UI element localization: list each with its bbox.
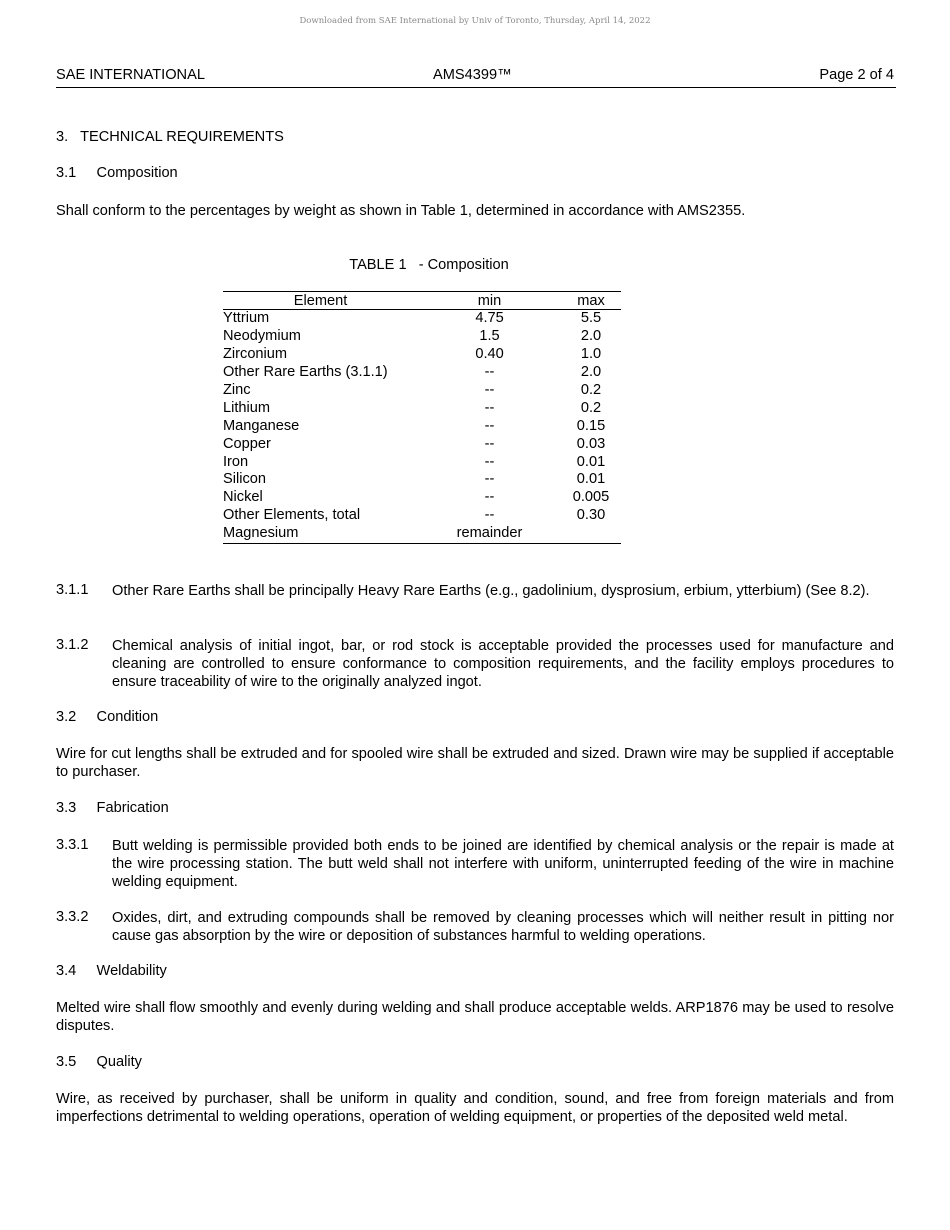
- element-cell: Neodymium: [223, 328, 301, 345]
- table-row: [223, 489, 621, 507]
- element-cell: Nickel: [223, 489, 263, 506]
- section-3-3-heading: 3.3 Fabrication: [56, 800, 169, 816]
- max-cell: 0.01: [576, 453, 606, 470]
- max-cell: 0.15: [576, 417, 606, 434]
- table-row: [223, 417, 621, 435]
- page-header: [56, 67, 896, 88]
- subsection-number: 3.3.2: [56, 909, 89, 925]
- max-cell: 1.0: [580, 346, 602, 363]
- table-header-row: [223, 292, 621, 310]
- table-row: [223, 471, 621, 489]
- max-cell: 2.0: [580, 364, 602, 381]
- table-row: [223, 310, 621, 328]
- element-cell: Silicon: [223, 471, 266, 488]
- table-row: [223, 525, 621, 543]
- section-3-heading: 3. TECHNICAL REQUIREMENTS: [56, 129, 284, 145]
- table-row: [223, 453, 621, 471]
- section-3-2-heading: 3.2 Condition: [56, 709, 159, 725]
- subsection-text: Chemical analysis of initial ingot, bar, or rod stock is acceptable provided the processes used for manufacture and cleaning are controlled to ensure conformance to composition requirements, and the facility employs procedures to ensure traceability of wire to the originally analyzed ingot.: [112, 638, 894, 690]
- element-cell: Other Elements, total: [223, 507, 361, 524]
- table-row: [223, 399, 621, 417]
- column-header-element: Element: [223, 292, 418, 310]
- subsection-text: Butt welding is permissible provided both ends to be joined are identified by chemical analysis or the repair is made at the wire processing station. The butt weld shall not interfere with uniform, uninterrupted feeding of the wire in machine welding equipment.: [112, 838, 894, 890]
- table-row: [223, 364, 621, 382]
- max-cell: 5.5: [580, 310, 602, 327]
- max-cell: 0.2: [580, 399, 602, 416]
- element-cell: Manganese: [223, 417, 300, 434]
- section-3-5-heading: 3.5 Quality: [56, 1054, 142, 1070]
- section-3-4-heading: 3.4 Weldability: [56, 963, 167, 979]
- table-1-caption: TABLE 1 - Composition: [349, 257, 509, 273]
- min-cell: --: [484, 507, 495, 524]
- min-cell: 1.5: [479, 328, 500, 345]
- subsection-text: Other Rare Earths shall be principally Heavy Rare Earths (e.g., gadolinium, dysprosium, erbium, ytterbium) (See 8.2).: [112, 583, 870, 599]
- subsection-number: 3.3.1: [56, 837, 89, 853]
- table-row: [223, 382, 621, 400]
- subsection-number: 3.1.1: [56, 582, 89, 598]
- header-organization: SAE INTERNATIONAL: [56, 67, 205, 83]
- download-watermark: Downloaded from SAE International by Univ of Toronto, Thursday, April 14, 2022: [299, 16, 651, 26]
- section-3-1-heading: 3.1 Composition: [56, 165, 178, 181]
- element-cell: Other Rare Earths (3.1.1): [223, 364, 388, 381]
- max-cell: 0.30: [576, 507, 606, 524]
- table-row: [223, 328, 621, 346]
- min-cell: 0.40: [475, 346, 504, 363]
- column-header-min: min: [418, 292, 561, 310]
- element-cell: Magnesium: [223, 525, 418, 543]
- table-row: [223, 346, 621, 364]
- table-row: [223, 435, 621, 453]
- max-cell: 0.2: [580, 382, 602, 398]
- min-cell: --: [484, 382, 495, 398]
- min-cell: --: [484, 471, 495, 488]
- max-cell: 0.03: [576, 435, 606, 452]
- column-header-max: [561, 292, 621, 310]
- min-cell: --: [484, 435, 495, 452]
- subsection-number: 3.1.2: [56, 637, 89, 653]
- column-header-max-label: max: [577, 292, 605, 309]
- max-cell: 0.01: [576, 471, 606, 488]
- min-cell: --: [484, 417, 495, 434]
- element-cell: Zinc: [223, 382, 251, 398]
- min-cell: remainder: [418, 525, 561, 543]
- section-3-4-body: Melted wire shall flow smoothly and evenly during welding and shall produce acceptable welds. ARP1876 may be used to resolve disputes.: [56, 1000, 894, 1034]
- element-cell: Zirconium: [223, 346, 288, 363]
- subsection-text: Oxides, dirt, and extruding compounds shall be removed by cleaning processes which will neither result in pitting nor cause gas absorption by the wire or deposition of substances harmful to welding operations.: [112, 910, 894, 944]
- max-cell: 0.005: [572, 489, 610, 506]
- composition-table: [223, 291, 621, 544]
- element-cell: Lithium: [223, 399, 271, 416]
- table-row: [223, 507, 621, 525]
- element-cell: Yttrium: [223, 310, 270, 327]
- element-cell: Iron: [223, 453, 249, 470]
- min-cell: --: [484, 489, 495, 506]
- min-cell: 4.75: [475, 310, 504, 327]
- min-cell: --: [484, 399, 495, 416]
- header-document-id: AMS4399™: [433, 67, 512, 83]
- element-cell: Copper: [223, 435, 271, 452]
- min-cell: --: [484, 364, 495, 381]
- min-cell: --: [484, 453, 495, 470]
- section-3-1-body: Shall conform to the percentages by weight as shown in Table 1, determined in accordance with AMS2355.: [56, 203, 746, 219]
- header-page-number: Page 2 of 4: [819, 67, 894, 83]
- section-3-5-body: Wire, as received by purchaser, shall be uniform in quality and condition, sound, and free from foreign materials and from imperfections detrimental to welding operations, operation of welding equipment, or properties of the deposited weld metal.: [56, 1091, 894, 1125]
- section-3-2-body: Wire for cut lengths shall be extruded and for spooled wire shall be extruded and sized. Drawn wire may be supplied if acceptable to purchaser.: [56, 746, 894, 780]
- max-cell: 2.0: [580, 328, 602, 345]
